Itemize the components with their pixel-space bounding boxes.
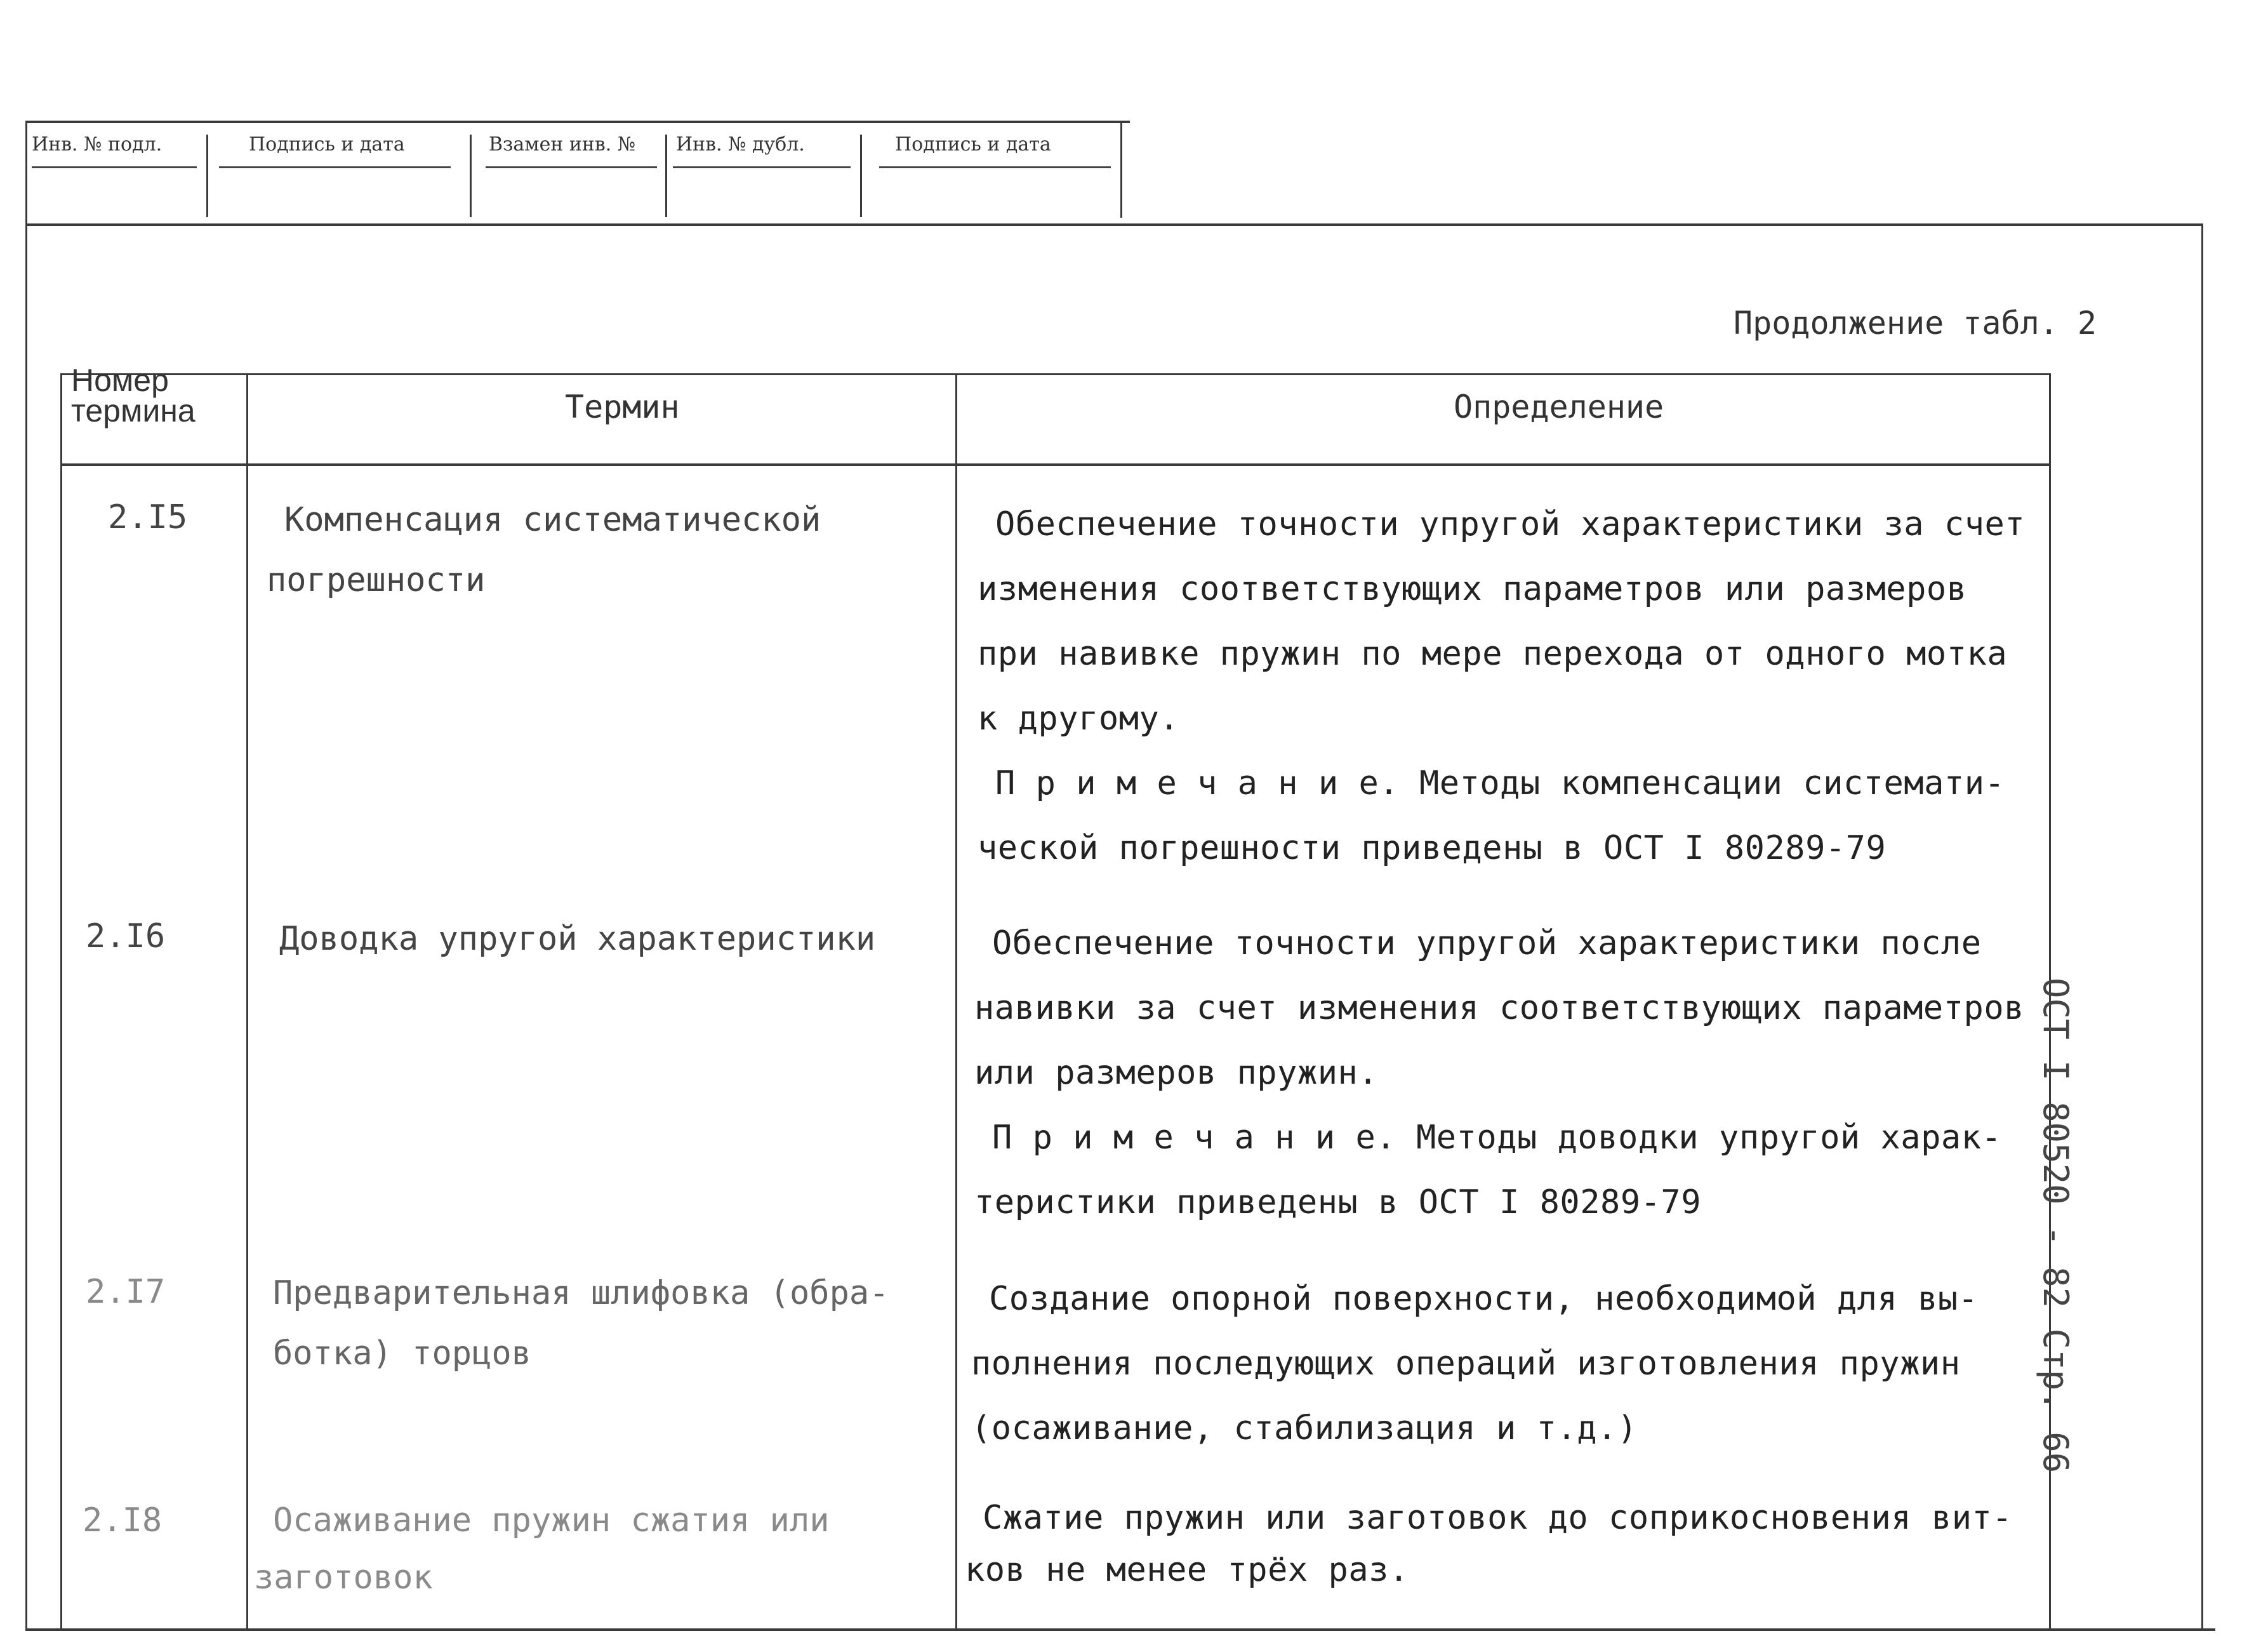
term-text: Доводка упругой характеристики bbox=[279, 920, 876, 958]
table-continuation-label: Продолжение табл. 2 bbox=[1734, 305, 2097, 342]
term-number: 2.I8 bbox=[83, 1501, 162, 1540]
header-definition: Определение bbox=[1454, 389, 1664, 425]
stamp-cell-signature-date-2: Подпись и дата bbox=[895, 133, 1051, 156]
term-number: 2.I6 bbox=[86, 917, 166, 955]
term-number: 2.I5 bbox=[108, 498, 188, 536]
term-definition: Сжатие пружин или заготовок до соприкосновения вит- ков не менее трёх раз. bbox=[965, 1499, 2013, 1589]
document-code-page-label: ОСТ I 80520 - 82 Стр. 66 bbox=[2036, 978, 2076, 1473]
stamp-cell-inv-orig: Инв. № подл. bbox=[32, 133, 162, 156]
term-text: Осаживание пружин сжатия или заготовок bbox=[254, 1501, 830, 1597]
stamp-cell-replaces-inv: Взамен инв. № bbox=[489, 133, 636, 156]
header-term-number: Номер термина bbox=[71, 362, 196, 429]
term-definition: Обеспечение точности упругой характеристики после навивки за счет изменения соответствующих параметров или размеров пружин. П р и м е ч а н и е. Методы доводки упругой харак- теристики приведены в ОСТ I 80289-79 bbox=[974, 924, 2024, 1221]
term-definition: Создание опорной поверхности, необходимой для вы- полнения последующих операций изготовления пружин (осаживание, стабилизация и т.д.) bbox=[971, 1280, 1979, 1447]
term-number: 2.I7 bbox=[86, 1273, 166, 1311]
header-term: Термин bbox=[565, 389, 680, 425]
term-definition: Обеспечение точности упругой характеристики за счет изменения соответствующих параметров или размеров при навивке пружин по мере перехода от одного мотка к другому. П р и м е ч а н и е. Методы компенсации системати- ческой погрешности приведены в ОСТ I 80289-79 bbox=[978, 505, 2026, 867]
term-text: Предварительная шлифовка (обра- ботка) торцов bbox=[273, 1274, 889, 1373]
stamp-cell-signature-date-1: Подпись и дата bbox=[249, 133, 405, 156]
term-text: Компенсация систематической погрешности bbox=[267, 501, 821, 599]
stamp-cell-inv-dup: Инв. № дубл. bbox=[676, 133, 805, 156]
